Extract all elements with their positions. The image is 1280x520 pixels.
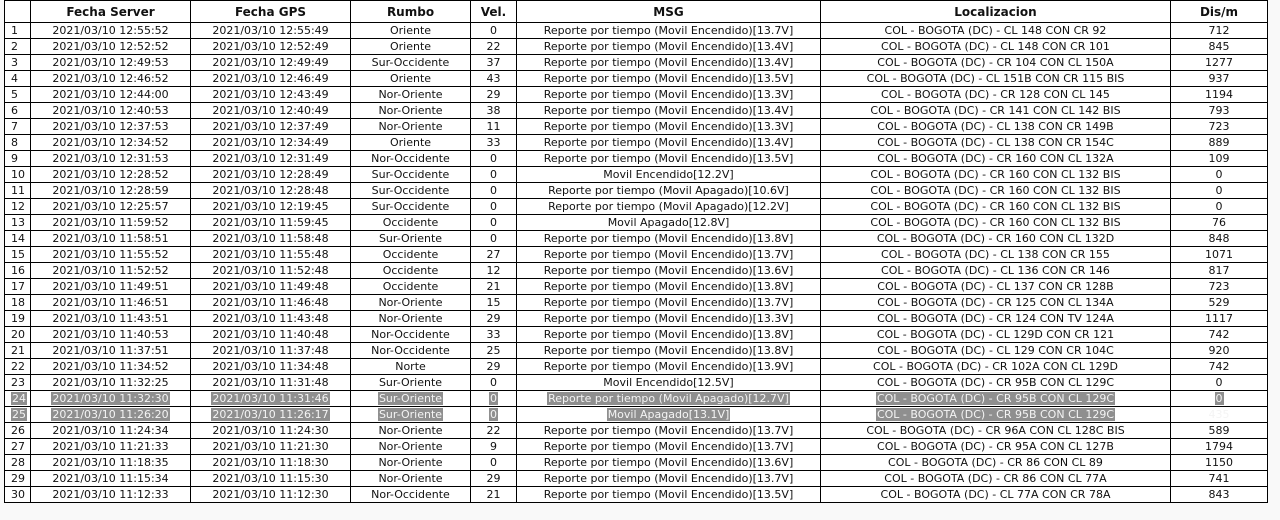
table-row[interactable] [5, 103, 1268, 119]
cell-msg: Reporte por tiempo (Movil Encendido)[13.7V] [517, 247, 821, 263]
cell-index: 27 [5, 439, 31, 455]
cell-index: 14 [5, 231, 31, 247]
cell-rumbo: Oriente [351, 71, 471, 87]
cell-localizacion: COL - BOGOTA (DC) - CR 95A CON CL 127B [821, 439, 1171, 455]
cell-localizacion: COL - BOGOTA (DC) - CR 128 CON CL 145 [821, 87, 1171, 103]
cell-index: 29 [5, 471, 31, 487]
cell-rumbo: Nor-Oriente [351, 119, 471, 135]
cell-index: 15 [5, 247, 31, 263]
cell-vel: 0 [471, 167, 517, 183]
cell-index: 3 [5, 55, 31, 71]
table-row[interactable] [5, 119, 1268, 135]
cell-index: 30 [5, 487, 31, 503]
cell-fecha-server: 2021/03/10 12:55:52 [31, 23, 191, 39]
table-row[interactable] [5, 359, 1268, 375]
table-row[interactable] [5, 199, 1268, 215]
cell-rumbo: Nor-Oriente [351, 439, 471, 455]
cell-msg: Reporte por tiempo (Movil Encendido)[13.4V] [517, 135, 821, 151]
cell-index: 13 [5, 215, 31, 231]
cell-vel: 22 [471, 39, 517, 55]
cell-fecha-server [31, 407, 191, 423]
cell-localizacion: COL - BOGOTA (DC) - CR 104 CON CL 150A [821, 55, 1171, 71]
cell-fecha-gps: 2021/03/10 11:24:30 [191, 423, 351, 439]
cell-vel: 21 [471, 279, 517, 295]
cell-index [5, 407, 31, 423]
cell-rumbo: Nor-Occidente [351, 151, 471, 167]
cell-localizacion: COL - BOGOTA (DC) - CL 138 CON CR 149B [821, 119, 1171, 135]
selected-text: Sur-Oriente [378, 407, 443, 421]
cell-fecha-server: 2021/03/10 11:24:34 [31, 423, 191, 439]
cell-dism: 1071 [1171, 247, 1268, 263]
cell-localizacion: COL - BOGOTA (DC) - CL 129D CON CR 121 [821, 327, 1171, 343]
cell-localizacion: COL - BOGOTA (DC) - CR 96A CON CL 128C BIS [821, 423, 1171, 439]
cell-rumbo: Norte [351, 359, 471, 375]
cell-rumbo: Nor-Oriente [351, 455, 471, 471]
cell-msg: Reporte por tiempo (Movil Apagado)[12.2V] [517, 199, 821, 215]
cell-fecha-gps: 2021/03/10 11:58:48 [191, 231, 351, 247]
cell-dism: 1117 [1171, 311, 1268, 327]
cell-dism: 435 [1171, 407, 1268, 423]
report-table-container [4, 0, 1267, 503]
cell-dism: 742 [1171, 359, 1268, 375]
cell-fecha-server: 2021/03/10 12:31:53 [31, 151, 191, 167]
table-row[interactable] [5, 487, 1268, 503]
cell-rumbo: Nor-Oriente [351, 471, 471, 487]
col-header-fecha-server[interactable]: Fecha Server [31, 1, 191, 23]
cell-dism: 589 [1171, 423, 1268, 439]
cell-fecha-gps [191, 407, 351, 423]
cell-index: 19 [5, 311, 31, 327]
cell-fecha-gps [191, 391, 351, 407]
cell-fecha-server: 2021/03/10 11:32:25 [31, 375, 191, 391]
selected-text: 0 [490, 391, 497, 405]
cell-fecha-gps: 2021/03/10 12:46:49 [191, 71, 351, 87]
cell-fecha-server: 2021/03/10 11:58:51 [31, 231, 191, 247]
cell-rumbo [351, 391, 471, 407]
cell-fecha-gps: 2021/03/10 11:40:48 [191, 327, 351, 343]
cell-rumbo: Occidente [351, 263, 471, 279]
cell-rumbo: Sur-Oriente [351, 375, 471, 391]
cell-dism: 1194 [1171, 87, 1268, 103]
cell-fecha-gps: 2021/03/10 12:19:45 [191, 199, 351, 215]
cell-dism: 0 [1171, 375, 1268, 391]
cell-index: 26 [5, 423, 31, 439]
cell-localizacion: COL - BOGOTA (DC) - CL 137 CON CR 128B [821, 279, 1171, 295]
table-row[interactable] [5, 71, 1268, 87]
selected-text: 2021/03/10 11:32:30 [52, 391, 169, 405]
cell-localizacion: COL - BOGOTA (DC) - CR 125 CON CL 134A [821, 295, 1171, 311]
cell-dism: 793 [1171, 103, 1268, 119]
cell-dism: 0 [1171, 183, 1268, 199]
cell-fecha-gps: 2021/03/10 12:28:49 [191, 167, 351, 183]
cell-localizacion: COL - BOGOTA (DC) - CR 160 CON CL 132 BIS [821, 215, 1171, 231]
cell-fecha-server: 2021/03/10 12:28:59 [31, 183, 191, 199]
cell-vel: 9 [471, 439, 517, 455]
col-header-rumbo[interactable]: Rumbo [351, 1, 471, 23]
cell-index: 20 [5, 327, 31, 343]
cell-dism: 1150 [1171, 455, 1268, 471]
cell-localizacion: COL - BOGOTA (DC) - CL 151B CON CR 115 BIS [821, 71, 1171, 87]
cell-fecha-gps: 2021/03/10 12:43:49 [191, 87, 351, 103]
cell-fecha-gps: 2021/03/10 11:31:48 [191, 375, 351, 391]
cell-rumbo: Sur-Occidente [351, 183, 471, 199]
table-row[interactable] [5, 151, 1268, 167]
table-row[interactable] [5, 167, 1268, 183]
selected-text: Movil Apagado[13.1V] [607, 407, 730, 421]
cell-fecha-server: 2021/03/10 11:52:52 [31, 263, 191, 279]
cell-index: 2 [5, 39, 31, 55]
cell-dism: 742 [1171, 327, 1268, 343]
cell-dism: 723 [1171, 119, 1268, 135]
cell-localizacion: COL - BOGOTA (DC) - CL 138 CON CR 154C [821, 135, 1171, 151]
cell-vel: 0 [471, 231, 517, 247]
cell-localizacion: COL - BOGOTA (DC) - CL 77A CON CR 78A [821, 487, 1171, 503]
cell-localizacion: COL - BOGOTA (DC) - CR 95B CON CL 129C [821, 375, 1171, 391]
table-row[interactable] [5, 263, 1268, 279]
cell-fecha-server: 2021/03/10 12:25:57 [31, 199, 191, 215]
cell-dism [1171, 391, 1268, 407]
cell-vel [471, 407, 517, 423]
selected-text: 2021/03/10 11:26:17 [212, 407, 329, 421]
cell-localizacion: COL - BOGOTA (DC) - CL 148 CON CR 92 [821, 23, 1171, 39]
cell-fecha-server: 2021/03/10 11:49:51 [31, 279, 191, 295]
cell-vel: 29 [471, 359, 517, 375]
cell-dism: 845 [1171, 39, 1268, 55]
cell-dism: 937 [1171, 71, 1268, 87]
cell-index: 10 [5, 167, 31, 183]
cell-dism: 817 [1171, 263, 1268, 279]
cell-index: 21 [5, 343, 31, 359]
cell-fecha-server: 2021/03/10 12:40:53 [31, 103, 191, 119]
cell-msg: Reporte por tiempo (Movil Encendido)[13.8V] [517, 343, 821, 359]
cell-msg: Reporte por tiempo (Movil Encendido)[13.7V] [517, 471, 821, 487]
cell-fecha-server: 2021/03/10 11:15:34 [31, 471, 191, 487]
cell-localizacion: COL - BOGOTA (DC) - CR 86 CON CL 89 [821, 455, 1171, 471]
cell-dism: 76 [1171, 215, 1268, 231]
cell-msg: Movil Apagado[12.8V] [517, 215, 821, 231]
cell-msg: Reporte por tiempo (Movil Encendido)[13.3V] [517, 311, 821, 327]
cell-fecha-gps: 2021/03/10 11:15:30 [191, 471, 351, 487]
cell-dism: 1277 [1171, 55, 1268, 71]
cell-fecha-server: 2021/03/10 11:34:52 [31, 359, 191, 375]
cell-fecha-server: 2021/03/10 11:55:52 [31, 247, 191, 263]
cell-msg: Reporte por tiempo (Movil Encendido)[13.6V] [517, 455, 821, 471]
table-body [5, 23, 1268, 503]
cell-fecha-gps: 2021/03/10 12:34:49 [191, 135, 351, 151]
cell-vel: 0 [471, 215, 517, 231]
table-row[interactable] [5, 327, 1268, 343]
cell-rumbo: Sur-Occidente [351, 167, 471, 183]
table-row[interactable] [5, 215, 1268, 231]
cell-index: 23 [5, 375, 31, 391]
cell-localizacion: COL - BOGOTA (DC) - CL 138 CON CR 155 [821, 247, 1171, 263]
cell-fecha-gps: 2021/03/10 12:52:49 [191, 39, 351, 55]
cell-vel: 29 [471, 87, 517, 103]
cell-msg: Movil Encendido[12.5V] [517, 375, 821, 391]
cell-index: 7 [5, 119, 31, 135]
cell-localizacion: COL - BOGOTA (DC) - CL 136 CON CR 146 [821, 263, 1171, 279]
cell-vel: 12 [471, 263, 517, 279]
cell-vel: 38 [471, 103, 517, 119]
table-row[interactable] [5, 343, 1268, 359]
cell-dism: 712 [1171, 23, 1268, 39]
cell-fecha-server [31, 391, 191, 407]
cell-dism: 723 [1171, 279, 1268, 295]
cell-vel: 25 [471, 343, 517, 359]
cell-msg: Reporte por tiempo (Movil Encendido)[13.5V] [517, 487, 821, 503]
cell-index: 4 [5, 71, 31, 87]
cell-fecha-gps: 2021/03/10 11:52:48 [191, 263, 351, 279]
cell-index: 5 [5, 87, 31, 103]
cell-index: 18 [5, 295, 31, 311]
table-row[interactable] [5, 39, 1268, 55]
cell-vel: 29 [471, 311, 517, 327]
cell-msg: Reporte por tiempo (Movil Encendido)[13.5V] [517, 151, 821, 167]
cell-rumbo [351, 407, 471, 423]
cell-vel: 0 [471, 183, 517, 199]
cell-localizacion: COL - BOGOTA (DC) - CL 148 CON CR 101 [821, 39, 1171, 55]
cell-fecha-server: 2021/03/10 12:46:52 [31, 71, 191, 87]
cell-vel: 21 [471, 487, 517, 503]
cell-dism: 1794 [1171, 439, 1268, 455]
cell-rumbo: Occidente [351, 279, 471, 295]
cell-dism: 741 [1171, 471, 1268, 487]
cell-localizacion [821, 407, 1171, 423]
selected-text: Reporte por tiempo (Movil Apagado)[12.7V] [548, 391, 789, 405]
cell-localizacion: COL - BOGOTA (DC) - CR 124 CON TV 124A [821, 311, 1171, 327]
cell-fecha-gps: 2021/03/10 12:49:49 [191, 55, 351, 71]
col-header-dism[interactable]: Dis/m [1171, 1, 1268, 23]
cell-rumbo: Nor-Occidente [351, 343, 471, 359]
selected-text: Sur-Oriente [378, 391, 443, 405]
cell-fecha-server: 2021/03/10 11:40:53 [31, 327, 191, 343]
cell-vel: 43 [471, 71, 517, 87]
cell-msg [517, 407, 821, 423]
table-row[interactable] [5, 23, 1268, 39]
table-row[interactable] [5, 279, 1268, 295]
cell-fecha-gps: 2021/03/10 11:43:48 [191, 311, 351, 327]
cell-msg: Movil Encendido[12.2V] [517, 167, 821, 183]
cell-vel: 27 [471, 247, 517, 263]
cell-vel: 37 [471, 55, 517, 71]
cell-vel: 29 [471, 471, 517, 487]
cell-localizacion: COL - BOGOTA (DC) - CR 86 CON CL 77A [821, 471, 1171, 487]
table-row[interactable] [5, 247, 1268, 263]
cell-index: 28 [5, 455, 31, 471]
cell-msg: Reporte por tiempo (Movil Encendido)[13.8V] [517, 231, 821, 247]
cell-dism: 0 [1171, 199, 1268, 215]
cell-msg: Reporte por tiempo (Movil Encendido)[13.3V] [517, 87, 821, 103]
cell-msg: Reporte por tiempo (Movil Encendido)[13.4V] [517, 55, 821, 71]
table-row[interactable] [5, 311, 1268, 327]
cell-fecha-server: 2021/03/10 11:12:33 [31, 487, 191, 503]
cell-index: 8 [5, 135, 31, 151]
cell-localizacion: COL - BOGOTA (DC) - CR 141 CON CL 142 BIS [821, 103, 1171, 119]
table-row[interactable] [5, 391, 1268, 407]
cell-localizacion: COL - BOGOTA (DC) - CL 129 CON CR 104C [821, 343, 1171, 359]
cell-vel: 0 [471, 23, 517, 39]
cell-fecha-gps: 2021/03/10 11:49:48 [191, 279, 351, 295]
selected-text: 2021/03/10 11:31:46 [212, 391, 329, 405]
cell-dism: 109 [1171, 151, 1268, 167]
cell-index: 12 [5, 199, 31, 215]
cell-fecha-server: 2021/03/10 11:59:52 [31, 215, 191, 231]
cell-fecha-gps: 2021/03/10 11:46:48 [191, 295, 351, 311]
cell-msg: Reporte por tiempo (Movil Encendido)[13.7V] [517, 295, 821, 311]
cell-dism: 529 [1171, 295, 1268, 311]
col-header-msg[interactable]: MSG [517, 1, 821, 23]
table-row[interactable] [5, 423, 1268, 439]
cell-dism: 889 [1171, 135, 1268, 151]
cell-msg: Reporte por tiempo (Movil Encendido)[13.3V] [517, 119, 821, 135]
col-header-index[interactable] [5, 1, 31, 23]
cell-fecha-gps: 2021/03/10 11:55:48 [191, 247, 351, 263]
table-row[interactable] [5, 295, 1268, 311]
cell-index: 17 [5, 279, 31, 295]
cell-rumbo: Oriente [351, 135, 471, 151]
cell-vel: 0 [471, 199, 517, 215]
cell-fecha-server: 2021/03/10 11:37:51 [31, 343, 191, 359]
cell-localizacion: COL - BOGOTA (DC) - CR 160 CON CL 132 BIS [821, 167, 1171, 183]
cell-localizacion: COL - BOGOTA (DC) - CR 160 CON CL 132 BIS [821, 183, 1171, 199]
table-row[interactable] [5, 87, 1268, 103]
cell-msg: Reporte por tiempo (Movil Encendido)[13.6V] [517, 263, 821, 279]
cell-fecha-server: 2021/03/10 12:28:52 [31, 167, 191, 183]
cell-fecha-gps: 2021/03/10 11:12:30 [191, 487, 351, 503]
cell-msg: Reporte por tiempo (Movil Encendido)[13.9V] [517, 359, 821, 375]
cell-msg: Reporte por tiempo (Movil Encendido)[13.4V] [517, 39, 821, 55]
cell-index: 6 [5, 103, 31, 119]
cell-fecha-gps: 2021/03/10 12:40:49 [191, 103, 351, 119]
cell-dism: 848 [1171, 231, 1268, 247]
cell-msg: Reporte por tiempo (Movil Apagado)[10.6V] [517, 183, 821, 199]
cell-fecha-server: 2021/03/10 12:37:53 [31, 119, 191, 135]
table-row[interactable] [5, 135, 1268, 151]
cell-rumbo: Nor-Occidente [351, 327, 471, 343]
cell-index: 9 [5, 151, 31, 167]
cell-fecha-server: 2021/03/10 12:34:52 [31, 135, 191, 151]
cell-dism: 843 [1171, 487, 1268, 503]
cell-fecha-gps: 2021/03/10 11:18:30 [191, 455, 351, 471]
cell-fecha-server: 2021/03/10 11:21:33 [31, 439, 191, 455]
cell-msg: Reporte por tiempo (Movil Encendido)[13.8V] [517, 327, 821, 343]
cell-localizacion [821, 391, 1171, 407]
col-header-localizacion[interactable]: Localizacion [821, 1, 1171, 23]
selected-text: 2021/03/10 11:26:20 [52, 407, 169, 421]
cell-msg: Reporte por tiempo (Movil Encendido)[13.7V] [517, 423, 821, 439]
cell-rumbo: Oriente [351, 23, 471, 39]
col-header-vel[interactable]: Vel. [471, 1, 517, 23]
cell-fecha-gps: 2021/03/10 12:31:49 [191, 151, 351, 167]
table-row[interactable] [5, 407, 1268, 423]
cell-rumbo: Oriente [351, 39, 471, 55]
table-row[interactable] [5, 471, 1268, 487]
cell-vel: 0 [471, 455, 517, 471]
cell-dism: 0 [1171, 167, 1268, 183]
cell-index: 22 [5, 359, 31, 375]
cell-vel: 11 [471, 119, 517, 135]
selected-text: COL - BOGOTA (DC) - CR 95B CON CL 129C [876, 407, 1115, 421]
selected-text: 24 [12, 391, 26, 405]
cell-fecha-server: 2021/03/10 11:43:51 [31, 311, 191, 327]
cell-index: 11 [5, 183, 31, 199]
table-row[interactable] [5, 455, 1268, 471]
cell-msg: Reporte por tiempo (Movil Encendido)[13.8V] [517, 279, 821, 295]
table-row[interactable] [5, 375, 1268, 391]
table-row[interactable] [5, 231, 1268, 247]
cell-dism: 920 [1171, 343, 1268, 359]
table-row[interactable] [5, 439, 1268, 455]
cell-fecha-gps: 2021/03/10 12:55:49 [191, 23, 351, 39]
cell-fecha-gps: 2021/03/10 11:59:45 [191, 215, 351, 231]
cell-index: 16 [5, 263, 31, 279]
col-header-fecha-gps[interactable]: Fecha GPS [191, 1, 351, 23]
cell-fecha-gps: 2021/03/10 12:37:49 [191, 119, 351, 135]
cell-rumbo: Sur-Occidente [351, 55, 471, 71]
cell-vel: 33 [471, 327, 517, 343]
table-row[interactable] [5, 183, 1268, 199]
cell-rumbo: Nor-Oriente [351, 423, 471, 439]
cell-fecha-server: 2021/03/10 11:18:35 [31, 455, 191, 471]
cell-rumbo: Nor-Oriente [351, 87, 471, 103]
cell-rumbo: Occidente [351, 215, 471, 231]
cell-fecha-gps: 2021/03/10 11:34:48 [191, 359, 351, 375]
cell-msg: Reporte por tiempo (Movil Encendido)[13.5V] [517, 71, 821, 87]
cell-vel [471, 391, 517, 407]
cell-localizacion: COL - BOGOTA (DC) - CR 160 CON CL 132D [821, 231, 1171, 247]
cell-localizacion: COL - BOGOTA (DC) - CR 102A CON CL 129D [821, 359, 1171, 375]
cell-fecha-gps: 2021/03/10 12:28:48 [191, 183, 351, 199]
selected-text: 0 [1215, 391, 1223, 405]
cell-localizacion: COL - BOGOTA (DC) - CR 160 CON CL 132 BIS [821, 199, 1171, 215]
selected-text: COL - BOGOTA (DC) - CR 95B CON CL 129C [876, 391, 1115, 405]
cell-fecha-server: 2021/03/10 12:49:53 [31, 55, 191, 71]
cell-index [5, 391, 31, 407]
cell-vel: 0 [471, 375, 517, 391]
cell-fecha-gps: 2021/03/10 11:21:30 [191, 439, 351, 455]
cell-fecha-server: 2021/03/10 11:46:51 [31, 295, 191, 311]
cell-rumbo: Nor-Oriente [351, 103, 471, 119]
cell-msg: Reporte por tiempo (Movil Encendido)[13.7V] [517, 23, 821, 39]
cell-localizacion: COL - BOGOTA (DC) - CR 160 CON CL 132A [821, 151, 1171, 167]
cell-vel: 0 [471, 151, 517, 167]
gps-report-table [4, 0, 1268, 503]
cell-fecha-gps: 2021/03/10 11:37:48 [191, 343, 351, 359]
selected-text: 0 [490, 407, 497, 421]
cell-rumbo: Sur-Occidente [351, 199, 471, 215]
cell-index: 1 [5, 23, 31, 39]
cell-msg: Reporte por tiempo (Movil Encendido)[13.7V] [517, 439, 821, 455]
cell-rumbo: Sur-Oriente [351, 231, 471, 247]
cell-vel: 22 [471, 423, 517, 439]
cell-fecha-server: 2021/03/10 12:52:52 [31, 39, 191, 55]
cell-rumbo: Nor-Occidente [351, 487, 471, 503]
cell-rumbo: Occidente [351, 247, 471, 263]
selected-text: 25 [12, 407, 26, 421]
header-row [5, 1, 1268, 23]
table-row[interactable] [5, 55, 1268, 71]
cell-rumbo: Nor-Oriente [351, 311, 471, 327]
cell-vel: 15 [471, 295, 517, 311]
cell-msg [517, 391, 821, 407]
cell-vel: 33 [471, 135, 517, 151]
cell-rumbo: Nor-Oriente [351, 295, 471, 311]
cell-fecha-server: 2021/03/10 12:44:00 [31, 87, 191, 103]
cell-msg: Reporte por tiempo (Movil Encendido)[13.4V] [517, 103, 821, 119]
